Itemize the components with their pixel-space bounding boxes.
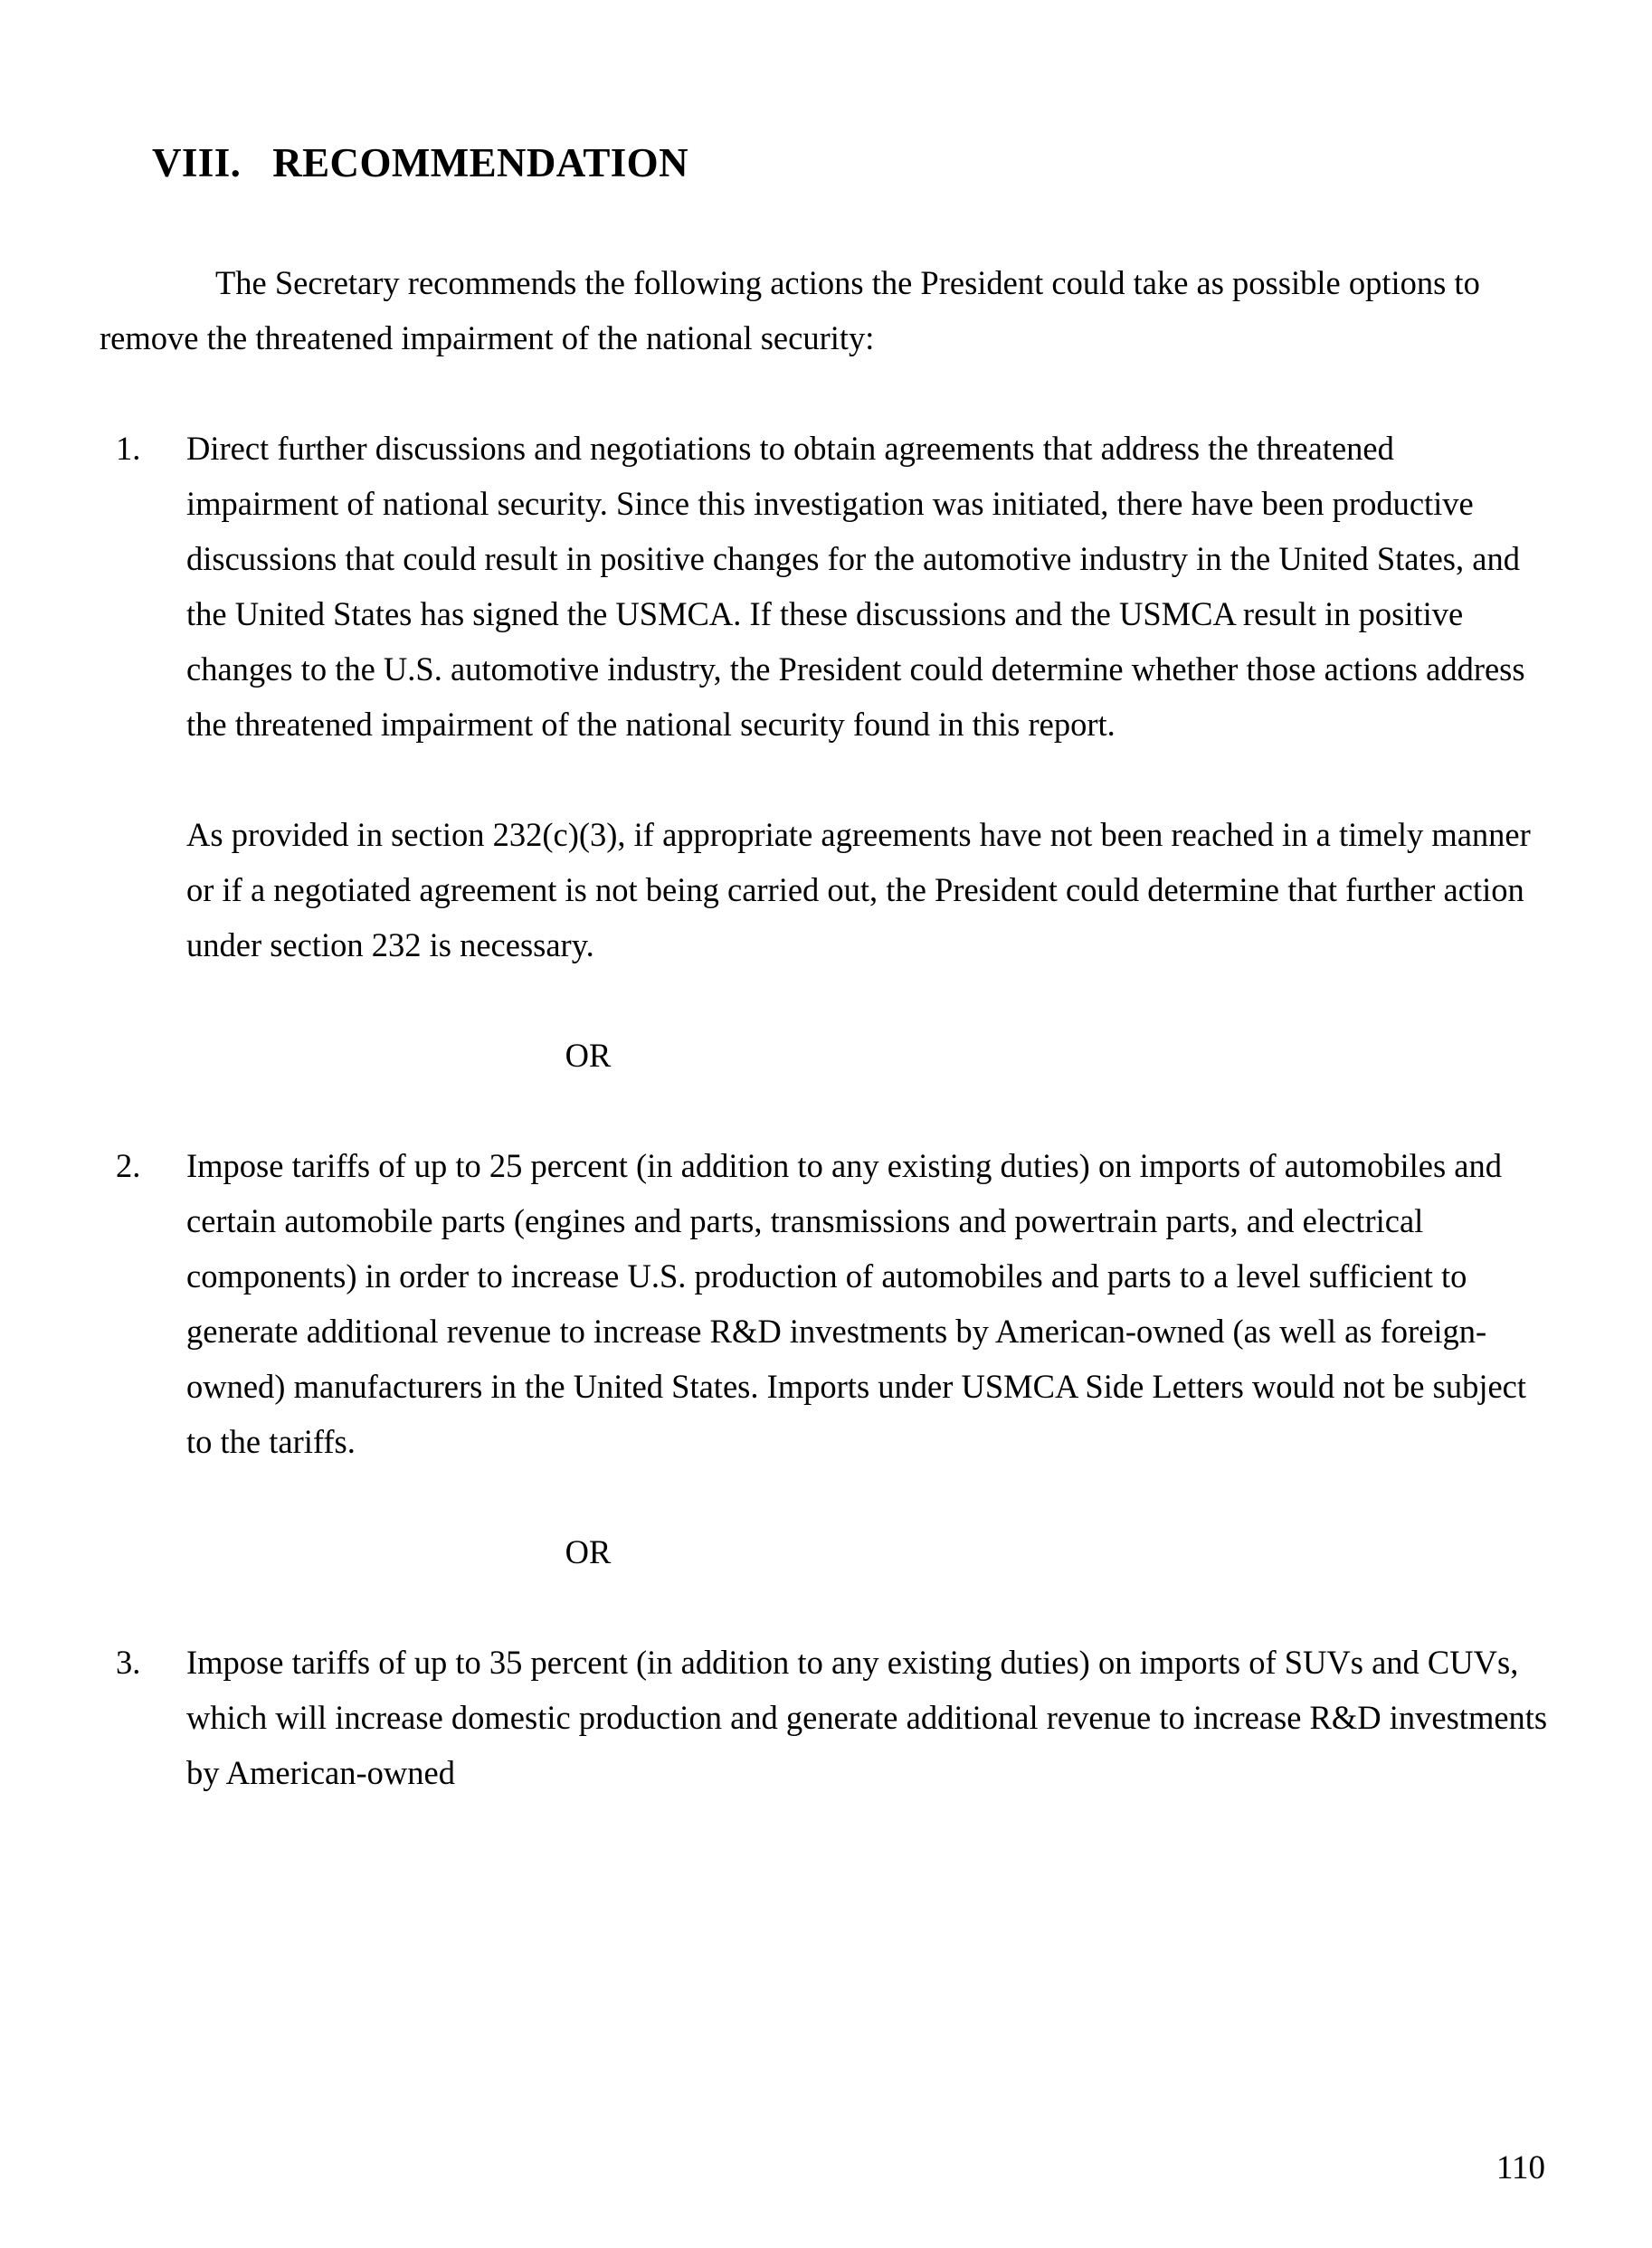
- list-item-marker: 1.: [116, 430, 141, 467]
- list-item-paragraph: Impose tariffs of up to 35 percent (in addition to any existing duties) on imports of SUVs and CUVs, which will increase domestic production and generate additional revenue to increase R&D investments by American-owned: [186, 1644, 1548, 1791]
- recommendation-list: [100, 421, 1547, 1800]
- list-item: [116, 1138, 1618, 1469]
- intro-paragraph: The Secretary recommends the following actions the President could take as possible options to remove the threatened impairment of the national security:: [100, 264, 1480, 356]
- list-item-marker: 3.: [116, 1644, 141, 1681]
- body-column: [100, 255, 1547, 1800]
- or-separator: OR: [565, 1533, 612, 1570]
- list-item: [116, 421, 1618, 972]
- or-separator: OR: [565, 1037, 612, 1074]
- list-item-marker: 2.: [116, 1147, 141, 1184]
- list-item: [116, 1635, 1618, 1800]
- list-item-paragraph: As provided in section 232(c)(3), if appropriate agreements have not been reached in a timely manner or if a negotiated agreement is not being carried out, the President could determine that further action under section 232 is necessary.: [186, 816, 1531, 963]
- list-item-paragraph: Impose tariffs of up to 25 percent (in addition to any existing duties) on imports of automobiles and certain automobile parts (engines and parts, transmissions and powertrain parts, and electrical components) in order to increase U.S. production of automobiles and parts to a level sufficient to generate additional revenue to increase R&D investments by American-owned (as well as foreign-owned) manufacturers in the United States. Imports under USMCA Side Letters would not be subject to the tariffs.: [186, 1147, 1527, 1460]
- page-number: 110: [1495, 2149, 1545, 2186]
- page-title: VIII. RECOMMENDATION: [152, 140, 688, 186]
- list-item-paragraph: Direct further discussions and negotiations to obtain agreements that address the threatened impairment of national security. Since this investigation was initiated, there have been productive discussions that could result in positive changes for the automotive industry in the United States, and the United States has signed the USMCA. If these discussions and the USMCA result in positive changes to the U.S. automotive industry, the President could determine whether those actions address the threatened impairment of the national security found in this report.: [186, 430, 1525, 743]
